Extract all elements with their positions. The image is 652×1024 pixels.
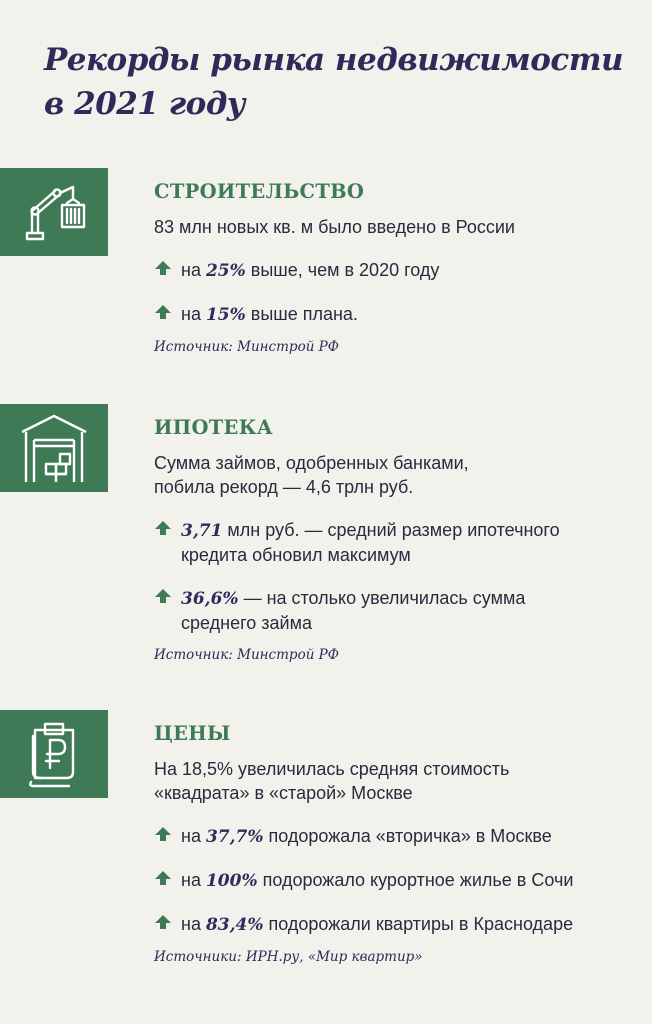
list-item bbox=[154, 302, 624, 327]
section-mortgage bbox=[154, 416, 624, 663]
prices-icon-box bbox=[0, 710, 108, 798]
arrow-up-icon bbox=[154, 302, 172, 320]
item-prefix: на bbox=[181, 914, 206, 934]
construction-icon-box bbox=[0, 168, 108, 256]
item-value: 100% bbox=[205, 871, 258, 891]
item-suffix: млн руб. — средний размер ипотечного bbox=[222, 520, 560, 540]
list-item bbox=[154, 518, 624, 567]
source-note: Источник: Минстрой РФ bbox=[154, 339, 339, 355]
section-lead bbox=[154, 215, 624, 239]
item-prefix: на bbox=[181, 826, 206, 846]
warehouse-icon bbox=[16, 410, 92, 486]
item-value: 83,4% bbox=[205, 915, 264, 935]
section-lead bbox=[154, 757, 624, 805]
arrow-up-icon bbox=[154, 912, 172, 930]
section-construction bbox=[154, 180, 624, 355]
item-suffix: подорожала «вторичка» в Москве bbox=[263, 826, 552, 846]
arrow-up-icon bbox=[154, 868, 172, 886]
section-heading: СТРОИТЕЛЬСТВО bbox=[154, 180, 365, 203]
arrow-up-icon bbox=[154, 258, 172, 276]
arrow-up-icon bbox=[154, 586, 172, 604]
item-suffix: подорожали квартиры в Краснодаре bbox=[263, 914, 574, 934]
source-note: Источники: ИРН.ру, «Мир квартир» bbox=[154, 949, 423, 965]
item-prefix: на bbox=[181, 260, 206, 280]
list-item bbox=[154, 912, 624, 937]
lead-line: 83 млн новых кв. м было введено в России bbox=[154, 217, 515, 237]
item-value: 15% bbox=[205, 305, 246, 325]
item-value: 25% bbox=[205, 261, 246, 281]
list-item bbox=[154, 868, 624, 893]
item-suffix: выше, чем в 2020 году bbox=[245, 260, 440, 280]
item-line-2: кредита обновил максимум bbox=[181, 545, 411, 565]
item-value: 37,7% bbox=[205, 827, 264, 847]
crane-container-icon bbox=[19, 177, 89, 247]
item-line-2: среднего займа bbox=[181, 613, 312, 633]
page-title bbox=[44, 38, 623, 126]
section-heading: ИПОТЕКА bbox=[154, 416, 273, 439]
page-title-line-1: Рекорды рынка недвижимости bbox=[44, 42, 624, 78]
item-prefix: на bbox=[181, 870, 206, 890]
item-prefix: на bbox=[181, 304, 206, 324]
lead-line: Сумма займов, одобренных банками, bbox=[154, 453, 469, 473]
item-suffix: — на столько увеличилась сумма bbox=[238, 588, 526, 608]
list-item bbox=[154, 586, 624, 635]
arrow-up-icon bbox=[154, 824, 172, 842]
lead-line: На 18,5% увеличилась средняя стоимость bbox=[154, 759, 510, 779]
item-value: 3,71 bbox=[181, 521, 223, 541]
ruble-document-icon bbox=[19, 716, 89, 792]
page-title-line-2: в 2021 году bbox=[44, 86, 245, 122]
list-item bbox=[154, 824, 624, 849]
mortgage-icon-box bbox=[0, 404, 108, 492]
lead-line: побила рекорд — 4,6 трлн руб. bbox=[154, 477, 414, 497]
item-suffix: подорожало курортное жилье в Сочи bbox=[257, 870, 574, 890]
section-lead bbox=[154, 451, 624, 499]
lead-line: «квадрата» в «старой» Москве bbox=[154, 783, 413, 803]
item-value: 36,6% bbox=[181, 589, 239, 609]
section-prices bbox=[154, 722, 624, 965]
section-heading: ЦЕНЫ bbox=[154, 722, 231, 745]
arrow-up-icon bbox=[154, 518, 172, 536]
item-suffix: выше плана. bbox=[245, 304, 358, 324]
source-note: Источник: Минстрой РФ bbox=[154, 647, 339, 663]
list-item bbox=[154, 258, 624, 283]
